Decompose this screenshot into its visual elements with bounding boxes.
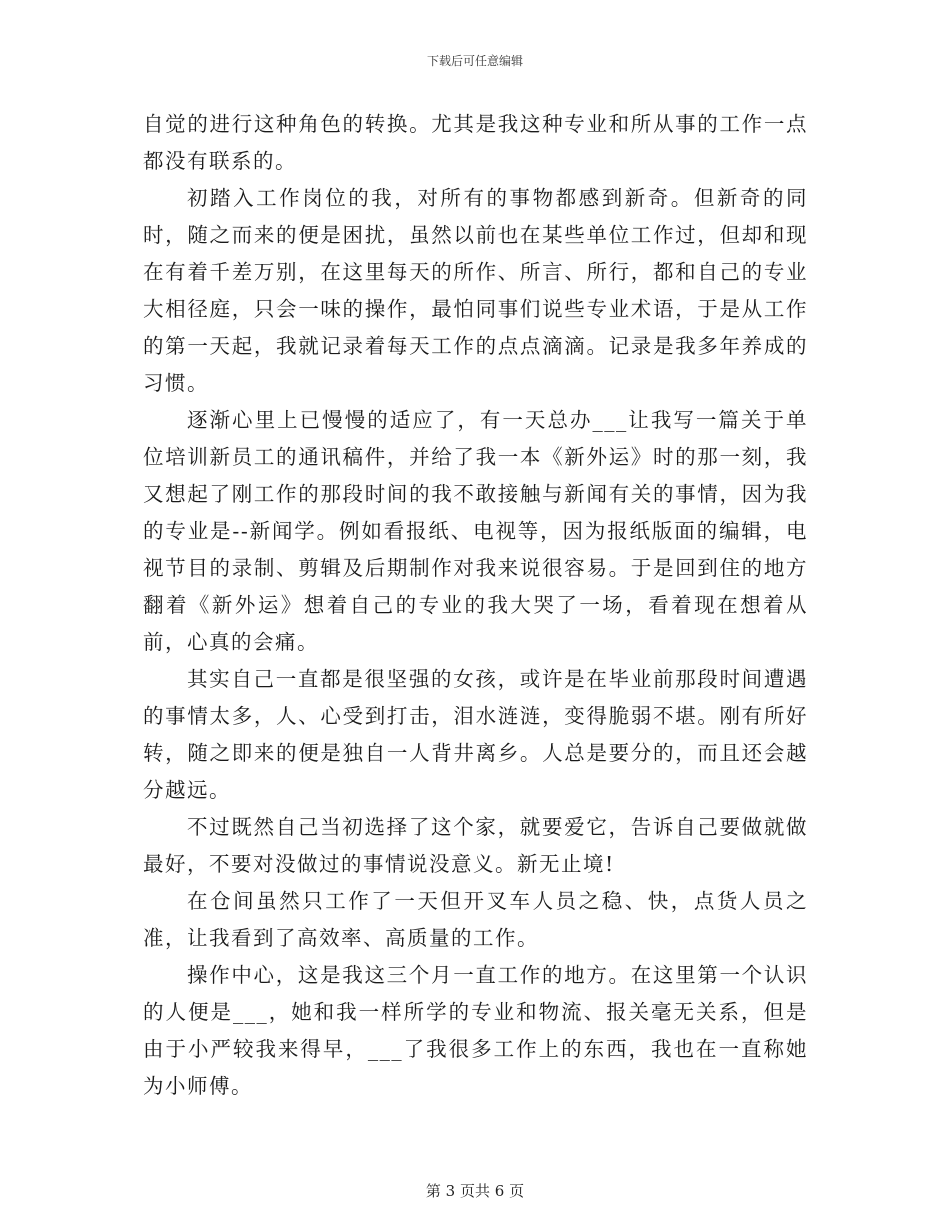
page-number-footer: 第 3 页共 6 页 (425, 1182, 525, 1200)
document-body (143, 106, 808, 1105)
paragraph: 逐渐心里上已慢慢的适应了，有一天总办___让我写一篇关于单位培训新员工的通讯稿件，并给了我一本《新外运》时的那一刻，我又想起了刚工作的那段时间的我不敢接触与新闻有关的事情，因为我的专业是--新闻学。例如看报纸、电视等，因为报纸版面的编辑，电视节目的录制、剪辑及后期制作对我来说很容易。于是回到住的地方翻着《新外运》想着自己的专业的我大哭了一场，看着现在想着从前，心真的会痛。 (143, 408, 808, 654)
paragraph: 不过既然自己当初选择了这个家，就要爱它，告诉自己要做就做最好，不要对没做过的事情说没意义。新无止境! (143, 815, 808, 876)
paragraph: 初踏入工作岗位的我，对所有的事物都感到新奇。但新奇的同时，随之而来的便是困扰，虽然以前也在某些单位工作过，但却和现在有着千差万别，在这里每天的所作、所言、所行，都和自己的专业大相径庭，只会一味的操作，最怕同事们说些专业术语，于是从工作的第一天起，我就记录着每天工作的点点滴滴。记录是我多年养成的习惯。 (143, 186, 808, 395)
paragraph: 操作中心，这是我这三个月一直工作的地方。在这里第一个认识的人便是___，她和我一样所学的专业和物流、报关毫无关系，但是由于小严较我来得早，___了我很多工作上的东西，我也在一直称她为小师傅。 (143, 963, 808, 1098)
paragraph: 其实自己一直都是很坚强的女孩，或许是在毕业前那段时间遭遇的事情太多，人、心受到打击，泪水涟涟，变得脆弱不堪。刚有所好转，随之即来的便是独自一人背井离乡。人总是要分的，而且还会越分越远。 (143, 667, 808, 802)
paragraph: 在仓间虽然只工作了一天但开叉车人员之稳、快，点货人员之准，让我看到了高效率、高质量的工作。 (143, 889, 808, 950)
page-header: 下载后可任意编辑 (426, 54, 523, 68)
paragraph-continued: 自觉的进行这种角色的转换。尤其是我这种专业和所从事的工作一点都没有联系的。 (143, 112, 808, 173)
